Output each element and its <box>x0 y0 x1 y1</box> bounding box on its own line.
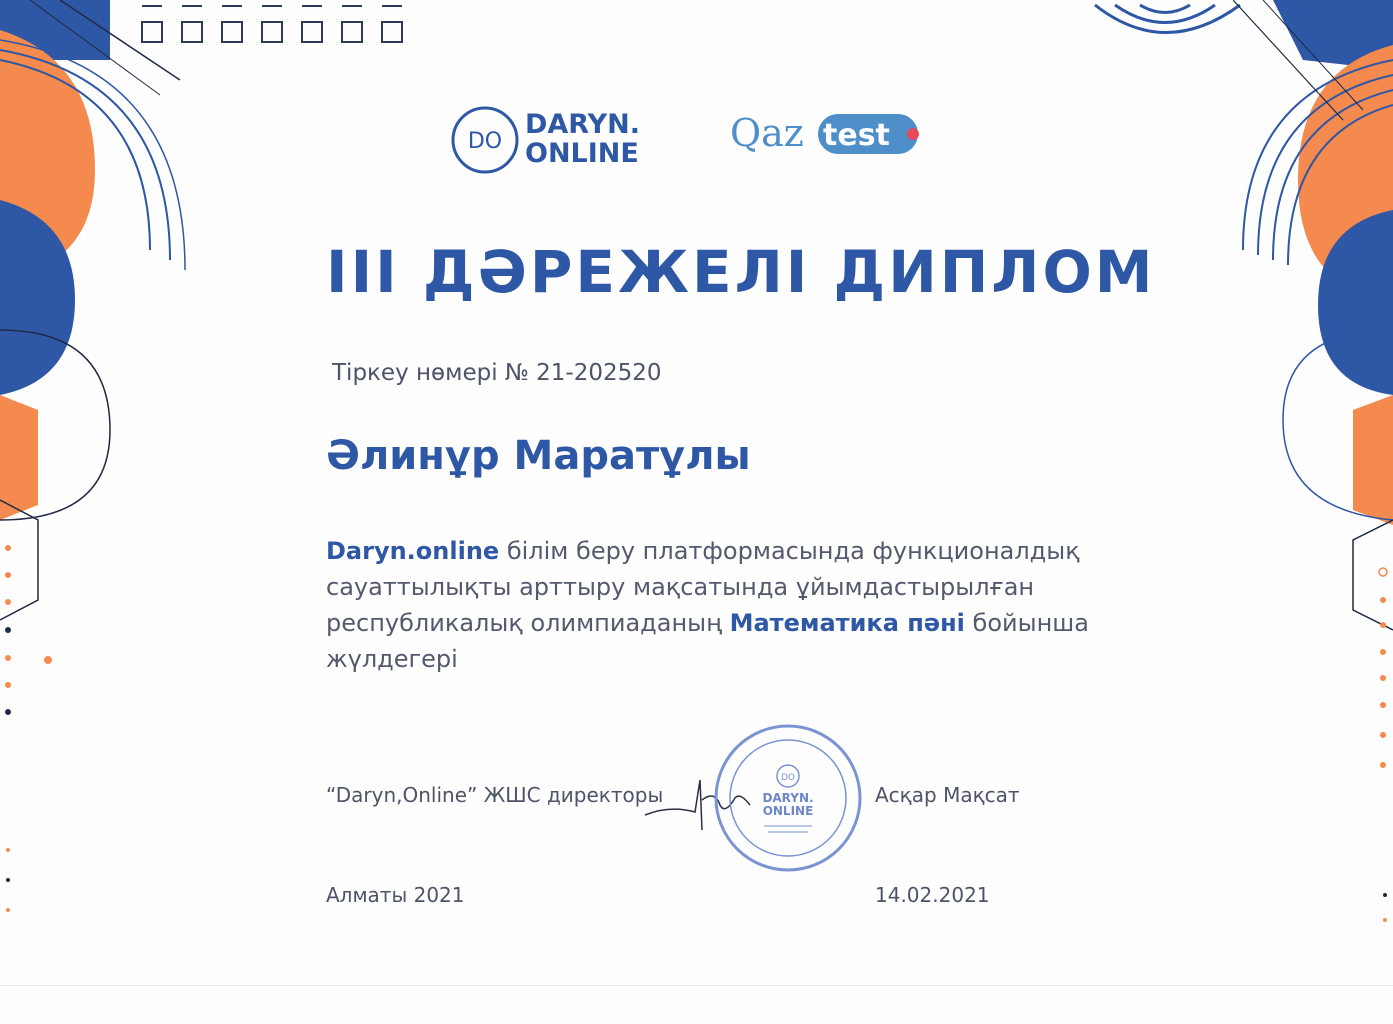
daryn-online-logo-text <box>525 110 640 168</box>
director-label: “Daryn,Online” ЖШС директоры <box>326 783 664 807</box>
stamp-line2: ONLINE <box>762 804 814 818</box>
right-decoration <box>1233 0 1393 1024</box>
left-decoration <box>0 0 200 1024</box>
description-text-2: бойынша жүлдегері <box>326 609 1089 673</box>
stamp-line1: DARYN. <box>762 791 814 805</box>
daryn-online-logo-icon <box>450 105 520 175</box>
diploma-title: III ДӘРЕЖЕЛІ ДИПЛОМ <box>326 238 1156 306</box>
city-year: Алматы 2021 <box>326 883 465 907</box>
daryn-logo-line1: DARYN. <box>525 109 641 140</box>
daryn-logo-mark: DO <box>467 129 503 154</box>
qaz-logo-part: Qaz <box>730 111 804 155</box>
bottom-divider <box>0 985 1393 986</box>
registration-number: Тіркеу нөмері № 21-202520 <box>332 360 662 386</box>
diploma-description <box>326 533 1226 677</box>
test-logo-part: test <box>823 118 890 153</box>
top-squares-decoration <box>130 0 550 60</box>
description-text-1: білім беру платформасында функционалдық сауаттылықты арттыру мақсатында ұйымдастырылған республикалық олимпиаданың <box>326 537 1080 637</box>
signer-name: Асқар Мақсат <box>875 783 1020 807</box>
stamp-text <box>755 792 821 818</box>
qaztest-logo <box>730 108 930 168</box>
platform-name: Daryn.online <box>326 537 500 565</box>
daryn-logo-line2: ONLINE <box>525 138 639 169</box>
issue-date: 14.02.2021 <box>875 883 990 907</box>
subject-name: Математика пәні <box>729 609 965 637</box>
stamp-mark: DO <box>780 773 796 783</box>
recipient-name: Әлинұр Маратұлы <box>326 433 751 479</box>
